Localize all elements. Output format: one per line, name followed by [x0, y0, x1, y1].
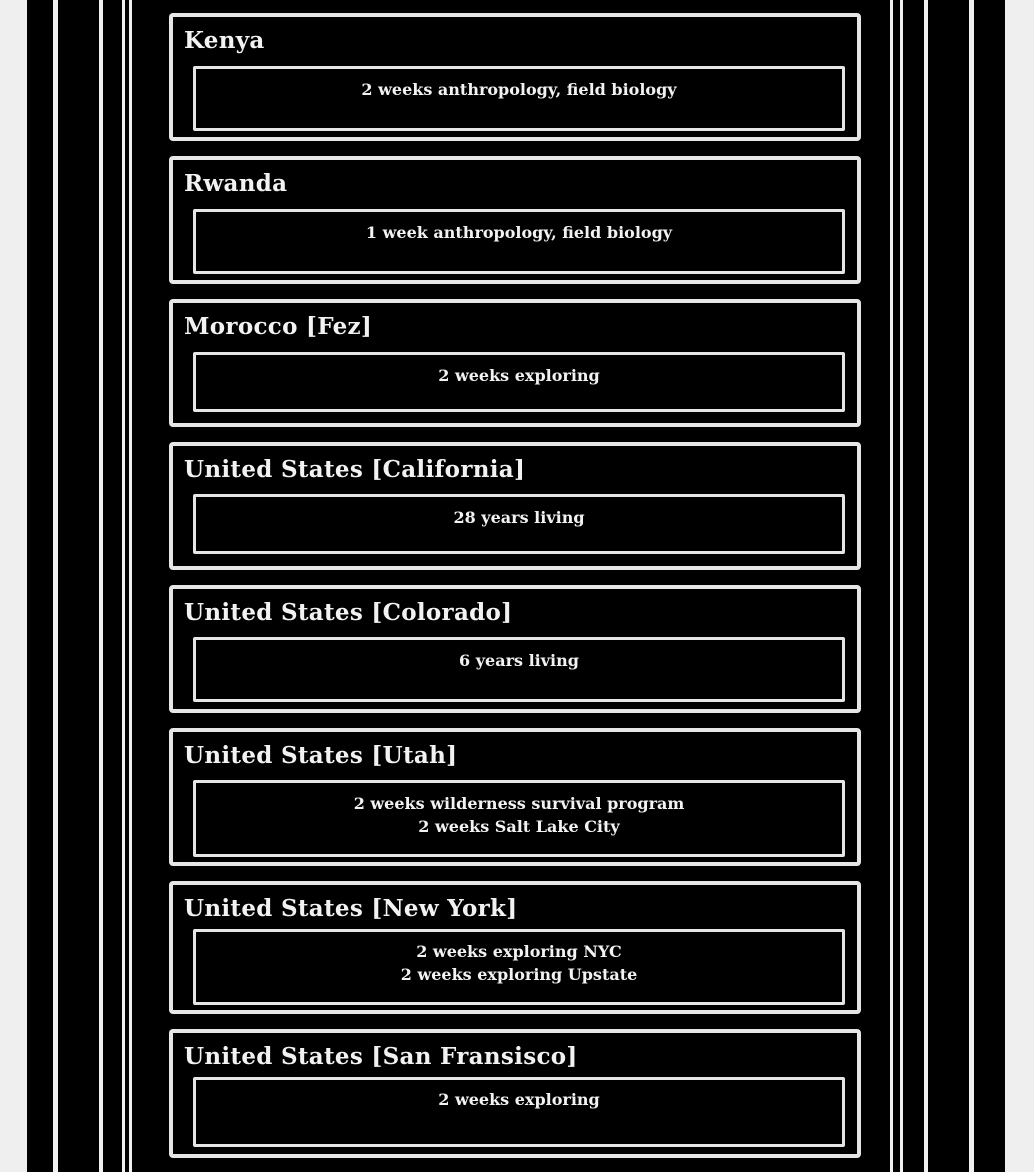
detail-line: 2 weeks exploring NYC	[416, 942, 622, 961]
destination-card	[169, 156, 861, 284]
detail-line: 6 years living	[459, 651, 579, 670]
detail-line: 2 weeks wilderness survival program	[353, 794, 685, 813]
destination-title: Morocco [Fez]	[184, 313, 373, 340]
detail-line: 2 weeks exploring	[438, 1090, 600, 1109]
border-line	[53, 0, 58, 1172]
destination-card	[169, 1029, 861, 1158]
detail-line: 28 years living	[453, 508, 585, 527]
destination-details	[193, 352, 845, 412]
destination-title: United States [San Fransisco]	[184, 1043, 578, 1070]
destination-details	[193, 209, 845, 274]
destination-details	[193, 1077, 845, 1147]
border-line	[99, 0, 103, 1172]
destination-details	[193, 929, 845, 1005]
border-line	[122, 0, 125, 1172]
destination-card	[169, 585, 861, 713]
border-line	[129, 0, 132, 1172]
destination-title: United States [Utah]	[184, 742, 458, 769]
destination-title: United States [New York]	[184, 895, 518, 922]
destination-details	[193, 637, 845, 702]
detail-line: 2 weeks exploring Upstate	[400, 965, 638, 984]
destination-details	[193, 66, 845, 131]
detail-line: 2 weeks anthropology, field biology	[361, 80, 677, 99]
destination-title: Kenya	[184, 27, 265, 54]
destination-title: United States [Colorado]	[184, 599, 513, 626]
destination-card	[169, 728, 861, 866]
destination-title: United States [California]	[184, 456, 526, 483]
detail-line: 1 week anthropology, field biology	[365, 223, 673, 242]
destination-card	[169, 13, 861, 141]
border-line	[924, 0, 928, 1172]
border-line	[890, 0, 893, 1172]
detail-line: 2 weeks exploring	[438, 366, 600, 385]
destination-details	[193, 494, 845, 554]
destination-card	[169, 299, 861, 427]
border-line	[900, 0, 903, 1172]
destination-details	[193, 780, 845, 857]
destination-card	[169, 442, 861, 570]
detail-line: 2 weeks Salt Lake City	[418, 817, 620, 836]
border-line	[969, 0, 974, 1172]
destination-title: Rwanda	[184, 170, 288, 197]
destination-card	[169, 881, 861, 1014]
